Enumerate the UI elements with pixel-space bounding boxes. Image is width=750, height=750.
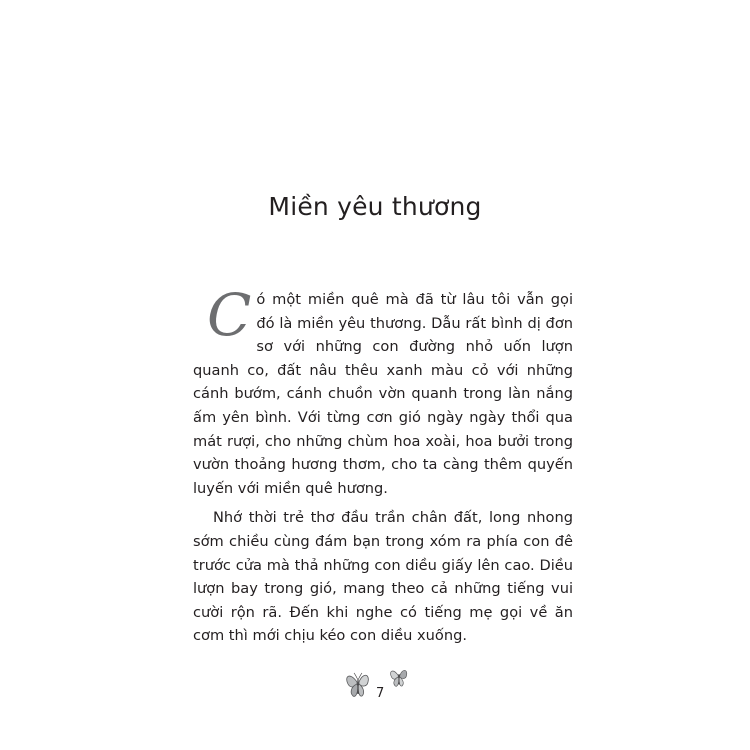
- chapter-body: [193, 281, 573, 654]
- chapter-title: Miền yêu thương: [268, 192, 482, 221]
- paragraph-first: [193, 281, 573, 500]
- paragraph-second: Nhớ thời trẻ thơ đầu trần chân đất, long nhong sớm chiều cùng đám bạn trong xóm ra phía con đê trước cửa mà thả những con diều giấy lên cao. Diều lượn bay trong gió, mang theo cả những tiếng vui cười rộn rã. Đến khi nghe có tiếng mẹ gọi về ăn cơm thì mới chịu kéo con diều xuống.: [193, 509, 573, 645]
- paragraph-first-text: ó một miền quê mà đã từ lâu tôi vẫn gọi đó là miền yêu thương. Dẫu rất bình dị đơn sơ với những con đường nhỏ uốn lượn quanh co, đất nâu thêu xanh màu cỏ với những cánh bướm, cánh chuồn vờn quanh trong làn nắng ấm yên bình. Với từng cơn gió ngày ngày thổi qua mát rượi, cho những chùm hoa xoài, hoa bưởi trong vườn thoảng hương thơm, cho ta càng thêm quyến luyến với miền quê hương.: [193, 291, 573, 497]
- butterfly-right-icon: [391, 670, 407, 686]
- page-number: 7: [376, 686, 385, 701]
- drop-cap: C: [207, 281, 252, 349]
- butterfly-left-icon: [347, 673, 369, 696]
